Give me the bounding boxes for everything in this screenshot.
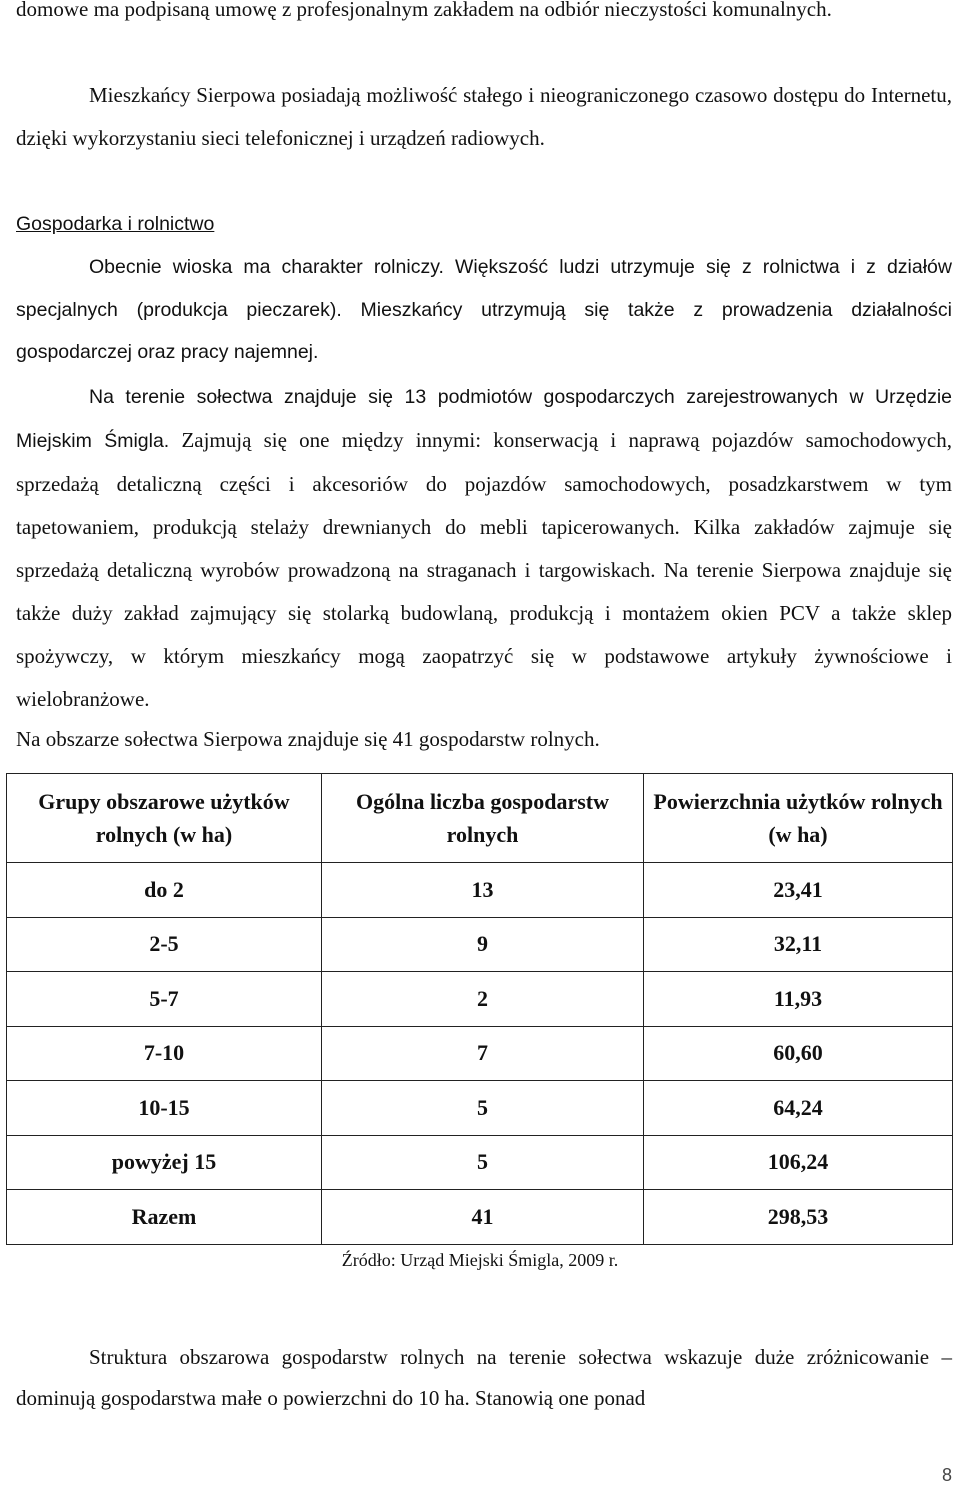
table-cell: 10-15 (7, 1081, 322, 1136)
intro-paragraph: domowe ma podpisaną umowę z profesjonalnym zakładem na odbiór nieczystości komunalnych. (16, 0, 832, 21)
table-row (7, 1026, 953, 1081)
farms-summary: Na obszarze sołectwa Sierpowa znajduje się 41 gospodarstw rolnych. (16, 727, 600, 751)
table-cell: 2-5 (7, 917, 322, 972)
table-cell: do 2 (7, 863, 322, 918)
table-cell: 7 (322, 1026, 644, 1081)
table-cell: 41 (322, 1190, 644, 1245)
businesses-paragraph (16, 375, 952, 721)
table-cell: 5 (322, 1135, 644, 1190)
table-row (7, 1135, 953, 1190)
table-header-area-groups: Grupy obszarowe użytków rolnych (w ha) (7, 774, 322, 863)
table-cell: 7-10 (7, 1026, 322, 1081)
table-cell: powyżej 15 (7, 1135, 322, 1190)
section-heading: Gospodarka i rolnictwo (16, 213, 215, 235)
table-cell: Razem (7, 1190, 322, 1245)
table-row (7, 863, 953, 918)
table-cell: 5-7 (7, 972, 322, 1027)
table-cell: 106,24 (644, 1135, 953, 1190)
page-number: 8 (941, 1465, 952, 1485)
table-cell: 2 (322, 972, 644, 1027)
table-cell: 60,60 (644, 1026, 953, 1081)
farm-structure-table (6, 773, 953, 1245)
table-cell: 13 (322, 863, 644, 918)
table-header-area: Powierzchnia użytków rolnych (w ha) (644, 774, 953, 863)
table-row (7, 917, 953, 972)
table-cell: 5 (322, 1081, 644, 1136)
table-cell: 9 (322, 917, 644, 972)
table-row-total (7, 1190, 953, 1245)
table-header-row (7, 774, 953, 863)
businesses-paragraph-sans: Na terenie sołectwa znajduje się 13 podmiotów gospodarczych zarejestrowanych w Urzędzie Miejskim Śmigla. (16, 386, 952, 452)
table-cell: 298,53 (644, 1190, 953, 1245)
table-header-farm-count: Ogólna liczba gospodarstw rolnych (322, 774, 644, 863)
economy-paragraph: Obecnie wioska ma charakter rolniczy. Większość ludzi utrzymuje się z rolnictwa i z działów specjalnych (produkcja pieczarek). Mieszkańcy utrzymują się także z prowadzenia działalności gospodarczej oraz pracy najemnej. (16, 256, 952, 363)
structure-paragraph: Struktura obszarowa gospodarstw rolnych na terenie sołectwa wskazuje duże zróżnicowanie – dominują gospodarstwa małe o powierzchni do 10 ha. Stanowią one ponad (16, 1345, 952, 1410)
table-cell: 11,93 (644, 972, 953, 1027)
table-cell: 23,41 (644, 863, 953, 918)
internet-paragraph: Mieszkańcy Sierpowa posiadają możliwość stałego i nieograniczonego czasowo dostępu do Internetu, dzięki wykorzystaniu sieci telefonicznej i urządzeń radiowych. (16, 83, 952, 150)
businesses-paragraph-serif: Zajmują się one między innymi: konserwacją i naprawą pojazdów samochodowych, sprzedażą detaliczną części i akcesoriów do pojazdów samochodowych, posadzkarstwem w tym tapetowaniem, produkcją stelaży drewnianych do mebli tapicerowanych. Kilka zakładów zajmuje się sprzedażą detaliczną wyrobów prowadzoną na straganach i targowiskach. Na terenie Sierpowa znajduje się także duży zakład zajmujący się stolarką budowlaną, produkcją i montażem okien PCV a także sklep spożywczy, w którym mieszkańcy mogą zaopatrzyć się w podstawowe artykuły żywnościowe i wielobranżowe. (16, 428, 953, 711)
table-row (7, 972, 953, 1027)
table-cell: 32,11 (644, 917, 953, 972)
table-source-note: Źródło: Urząd Miejski Śmigla, 2009 r. (341, 1250, 619, 1270)
table-cell: 64,24 (644, 1081, 953, 1136)
table-row (7, 1081, 953, 1136)
